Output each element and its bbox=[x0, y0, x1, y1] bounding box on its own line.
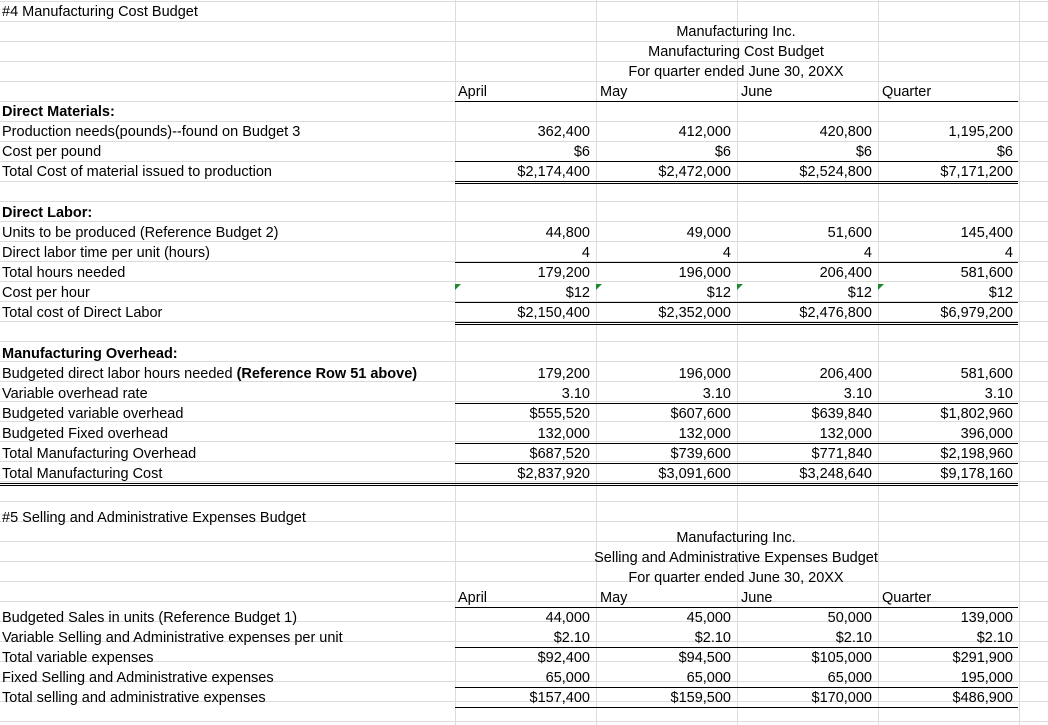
dm-cell[interactable]: $7,171,200 bbox=[940, 164, 1013, 180]
oh-row-label[interactable]: Budgeted Fixed overhead bbox=[2, 426, 169, 442]
sa-title-period[interactable]: For quarter ended June 30, 20XX bbox=[628, 570, 844, 586]
dl-cell[interactable]: $2,150,400 bbox=[517, 305, 590, 321]
dm-header[interactable]: Direct Materials: bbox=[2, 104, 115, 120]
sa-col-april[interactable]: April bbox=[458, 590, 488, 606]
oh-header[interactable]: Manufacturing Overhead: bbox=[2, 346, 178, 362]
dm-cell[interactable]: $6 bbox=[996, 144, 1013, 160]
dl-cell[interactable]: 4 bbox=[863, 245, 872, 261]
sa-cell[interactable]: 139,000 bbox=[960, 610, 1013, 626]
grid-col-line bbox=[1019, 0, 1020, 725]
oh-cell[interactable]: 179,200 bbox=[537, 366, 590, 382]
dm-row-label[interactable]: Cost per pound bbox=[2, 144, 102, 160]
oh-cell[interactable]: 3.10 bbox=[843, 386, 872, 402]
oh-cell[interactable]: $1,802,960 bbox=[940, 406, 1013, 422]
mfg-col-june[interactable]: June bbox=[741, 84, 773, 100]
grid-row-line bbox=[0, 721, 1048, 722]
sa-cell[interactable]: 44,000 bbox=[545, 610, 590, 626]
oh-row-label[interactable]: Variable overhead rate bbox=[2, 386, 148, 402]
sa-cell[interactable]: $2.10 bbox=[553, 630, 590, 646]
total-border-top bbox=[455, 161, 1018, 162]
oh-row-label[interactable] bbox=[2, 364, 417, 384]
grid-row-line bbox=[0, 501, 1048, 502]
oh-cell[interactable]: $2,198,960 bbox=[940, 446, 1013, 462]
oh-cell[interactable]: $771,840 bbox=[811, 446, 872, 462]
total-border-bottom bbox=[455, 324, 1018, 325]
total-border-bottom bbox=[0, 485, 1018, 486]
formula-warning-icon[interactable] bbox=[737, 284, 743, 290]
dl-row-label[interactable]: Total hours needed bbox=[2, 265, 126, 281]
dl-cell[interactable]: 196,000 bbox=[678, 265, 731, 281]
sa-title-company[interactable]: Manufacturing Inc. bbox=[676, 530, 796, 546]
dm-cell[interactable]: $6 bbox=[714, 144, 731, 160]
oh-cell[interactable]: $639,840 bbox=[811, 406, 872, 422]
mfg-col-quarter[interactable]: Quarter bbox=[882, 84, 932, 100]
sa-cell[interactable]: 65,000 bbox=[686, 670, 731, 686]
sa-row-label[interactable]: Variable Selling and Administrative expenses per unit bbox=[2, 630, 343, 646]
oh-cell[interactable]: $9,178,160 bbox=[940, 466, 1013, 482]
dl-cell[interactable]: $12 bbox=[847, 285, 872, 301]
dm-cell[interactable]: 362,400 bbox=[537, 124, 590, 140]
oh-cell[interactable]: $3,248,640 bbox=[799, 466, 872, 482]
dl-cell[interactable]: $2,352,000 bbox=[658, 305, 731, 321]
dm-cell[interactable]: $2,472,000 bbox=[658, 164, 731, 180]
dm-row-label[interactable]: Production needs(pounds)--found on Budget 3 bbox=[2, 124, 301, 140]
mfg-title-company[interactable]: Manufacturing Inc. bbox=[676, 24, 796, 40]
sa-cell[interactable]: $157,400 bbox=[529, 690, 590, 706]
oh-cell[interactable]: $555,520 bbox=[529, 406, 590, 422]
dl-cell[interactable]: 4 bbox=[722, 245, 731, 261]
sa-row-label[interactable]: Total variable expenses bbox=[2, 650, 154, 666]
dl-cell[interactable]: 44,800 bbox=[545, 225, 590, 241]
oh-cell[interactable]: 132,000 bbox=[537, 426, 590, 442]
oh-cell[interactable]: 196,000 bbox=[678, 366, 731, 382]
sa-col-quarter[interactable]: Quarter bbox=[882, 590, 932, 606]
sa-cell[interactable]: 195,000 bbox=[960, 670, 1013, 686]
sa-col-june[interactable]: June bbox=[741, 590, 773, 606]
sa-cell[interactable]: $105,000 bbox=[811, 650, 872, 666]
sa-cell[interactable]: $2.10 bbox=[835, 630, 872, 646]
dm-row-label[interactable]: Total Cost of material issued to production bbox=[2, 164, 272, 180]
dl-cell[interactable]: 581,600 bbox=[960, 265, 1013, 281]
oh-cell[interactable]: $3,091,600 bbox=[658, 466, 731, 482]
dl-row-label[interactable]: Cost per hour bbox=[2, 285, 90, 301]
oh-cell[interactable]: 396,000 bbox=[960, 426, 1013, 442]
dl-header[interactable]: Direct Labor: bbox=[2, 205, 93, 221]
dl-cell[interactable]: 49,000 bbox=[686, 225, 731, 241]
oh-cell[interactable]: 132,000 bbox=[819, 426, 872, 442]
oh-cell[interactable]: 206,400 bbox=[819, 366, 872, 382]
sa-cell[interactable]: $94,500 bbox=[678, 650, 731, 666]
mfg-title-budget[interactable]: Manufacturing Cost Budget bbox=[648, 44, 824, 60]
sa-cell[interactable]: $159,500 bbox=[670, 690, 731, 706]
sa-cell[interactable]: 50,000 bbox=[827, 610, 872, 626]
sa-row-label[interactable]: Total selling and administrative expenses bbox=[2, 690, 266, 706]
sa-cell[interactable]: $2.10 bbox=[976, 630, 1013, 646]
total-border-bottom bbox=[455, 183, 1018, 184]
dm-cell[interactable]: $2,524,800 bbox=[799, 164, 872, 180]
grid-row-line bbox=[0, 201, 1048, 202]
dm-cell[interactable]: $2,174,400 bbox=[517, 164, 590, 180]
dl-row-label[interactable]: Direct labor time per unit (hours) bbox=[2, 245, 210, 261]
formula-warning-icon[interactable] bbox=[455, 284, 461, 290]
formula-warning-icon[interactable] bbox=[596, 284, 602, 290]
total-border-bottom bbox=[455, 707, 1018, 708]
oh-cell[interactable]: $2,837,920 bbox=[517, 466, 590, 482]
sa-title-budget[interactable]: Selling and Administrative Expenses Budget bbox=[594, 550, 878, 566]
total-border-bottom bbox=[455, 181, 1018, 182]
dm-cell[interactable]: $6 bbox=[855, 144, 872, 160]
sa-cell[interactable]: $92,400 bbox=[537, 650, 590, 666]
mfg-col-may[interactable]: May bbox=[600, 84, 628, 100]
sa-cell[interactable]: 65,000 bbox=[545, 670, 590, 686]
sa-cell[interactable]: 45,000 bbox=[686, 610, 731, 626]
dl-row-label[interactable]: Total cost of Direct Labor bbox=[2, 305, 163, 321]
dl-cell[interactable]: 4 bbox=[581, 245, 590, 261]
dl-cell[interactable]: $12 bbox=[565, 285, 590, 301]
dl-cell[interactable]: $12 bbox=[706, 285, 731, 301]
sa-cell[interactable]: $2.10 bbox=[694, 630, 731, 646]
dl-cell[interactable]: 4 bbox=[1004, 245, 1013, 261]
dl-cell[interactable]: $2,476,800 bbox=[799, 305, 872, 321]
dm-cell[interactable]: 1,195,200 bbox=[948, 124, 1013, 140]
dl-cell[interactable]: 206,400 bbox=[819, 265, 872, 281]
oh-row-label[interactable]: Budgeted variable overhead bbox=[2, 406, 184, 422]
grid-row-line bbox=[0, 341, 1048, 342]
dm-cell[interactable]: 420,800 bbox=[819, 124, 872, 140]
mfg-col-april[interactable]: April bbox=[458, 84, 488, 100]
sa-row-label[interactable]: Budgeted Sales in units (Reference Budget 1) bbox=[2, 610, 298, 626]
dl-cell[interactable]: $6,979,200 bbox=[940, 305, 1013, 321]
total-border-bottom bbox=[0, 483, 1018, 484]
section-heading-sa[interactable]: #5 Selling and Administrative Expenses Budget bbox=[2, 510, 306, 526]
sa-col-may[interactable]: May bbox=[600, 590, 628, 606]
oh-row-label-text: Budgeted direct labor hours needed bbox=[2, 366, 237, 382]
sa-cell[interactable]: $170,000 bbox=[811, 690, 872, 706]
oh-cell[interactable]: $607,600 bbox=[670, 406, 731, 422]
oh-cell[interactable]: 132,000 bbox=[678, 426, 731, 442]
oh-cell[interactable]: 3.10 bbox=[702, 386, 731, 402]
mfg-title-period[interactable]: For quarter ended June 30, 20XX bbox=[628, 64, 844, 80]
oh-cell[interactable]: $739,600 bbox=[670, 446, 731, 462]
oh-cell[interactable]: 3.10 bbox=[561, 386, 590, 402]
grid-row-line bbox=[0, 221, 1048, 222]
oh-cell[interactable]: 3.10 bbox=[984, 386, 1013, 402]
oh-row-label[interactable]: Total Manufacturing Overhead bbox=[2, 446, 197, 462]
dm-cell[interactable]: 412,000 bbox=[678, 124, 731, 140]
dm-cell[interactable]: $6 bbox=[573, 144, 590, 160]
dl-row-label[interactable]: Units to be produced (Reference Budget 2) bbox=[2, 225, 279, 241]
oh-cell[interactable]: 581,600 bbox=[960, 366, 1013, 382]
oh-row-label-reference: (Reference Row 51 above) bbox=[236, 366, 418, 382]
section-heading-mfg[interactable]: #4 Manufacturing Cost Budget bbox=[2, 4, 198, 20]
formula-warning-icon[interactable] bbox=[878, 284, 884, 290]
dl-cell[interactable]: 179,200 bbox=[537, 265, 590, 281]
sa-cell[interactable]: $291,900 bbox=[952, 650, 1013, 666]
total-border-top bbox=[455, 302, 1018, 303]
sa-row-label[interactable]: Fixed Selling and Administrative expenses bbox=[2, 670, 274, 686]
dl-cell[interactable]: $12 bbox=[988, 285, 1013, 301]
dl-cell[interactable]: 145,400 bbox=[960, 225, 1013, 241]
header-underline bbox=[455, 101, 1018, 102]
total-border-bottom bbox=[455, 322, 1018, 323]
oh-row-label[interactable]: Total Manufacturing Cost bbox=[2, 466, 163, 482]
sa-cell[interactable]: 65,000 bbox=[827, 670, 872, 686]
oh-cell[interactable]: $687,520 bbox=[529, 446, 590, 462]
sa-cell[interactable]: $486,900 bbox=[952, 690, 1013, 706]
dl-cell[interactable]: 51,600 bbox=[827, 225, 872, 241]
